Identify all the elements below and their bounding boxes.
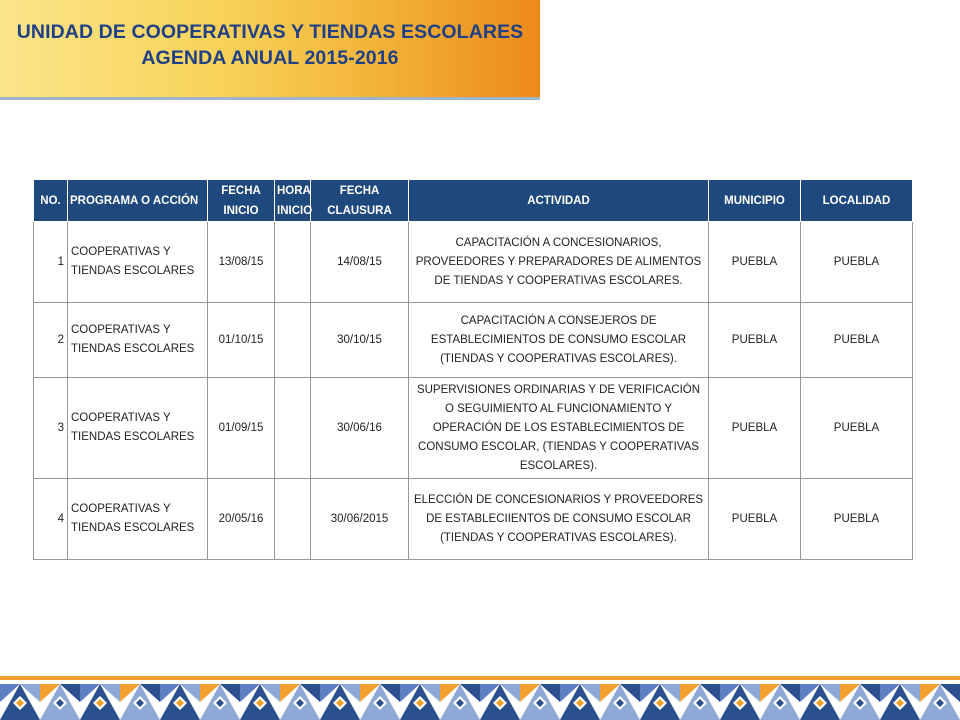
cell-municipio: PUEBLA [709, 479, 801, 560]
cell-actividad: CAPACITACIÓN A CONSEJEROS DE ESTABLECIMIENTOS DE CONSUMO ESCOLAR (TIENDAS Y COOPERATIVAS ESCOLARES). [409, 303, 709, 378]
page-subtitle: AGENDA ANUAL 2015-2016 [141, 47, 399, 69]
cell-actividad: ELECCIÓN DE CONCESIONARIOS Y PROVEEDORES DE ESTABLECIIENTOS DE CONSUMO ESCOLAR (TIENDAS Y COOPERATIVAS ESCOLARES). [409, 479, 709, 560]
col-header-no: NO. [34, 180, 68, 222]
cell-programa: COOPERATIVAS Y TIENDAS ESCOLARES [68, 303, 208, 378]
cell-no: 1 [34, 222, 68, 303]
cell-fecha-clausura: 30/10/15 [311, 303, 409, 378]
cell-fecha-inicio: 13/08/15 [208, 222, 275, 303]
cell-hora-inicio [275, 303, 311, 378]
cell-fecha-inicio: 01/09/15 [208, 378, 275, 479]
cell-municipio: PUEBLA [709, 303, 801, 378]
cell-municipio: PUEBLA [709, 378, 801, 479]
cell-fecha-inicio: 20/05/16 [208, 479, 275, 560]
col-header-fecha-clausura: FECHA CLAUSURA [311, 180, 409, 222]
col-header-hora-inicio: HORA INICIO [275, 180, 311, 222]
cell-programa: COOPERATIVAS Y TIENDAS ESCOLARES [68, 479, 208, 560]
table-row [34, 222, 913, 303]
col-header-localidad: LOCALIDAD [801, 180, 913, 222]
col-header-actividad: ACTIVIDAD [409, 180, 709, 222]
col-header-programa: PROGRAMA O ACCIÓN [68, 180, 208, 222]
cell-fecha-clausura: 14/08/15 [311, 222, 409, 303]
agenda-table [33, 179, 913, 560]
title-banner [0, 0, 540, 100]
table-header-row [34, 180, 913, 222]
cell-actividad: SUPERVISIONES ORDINARIAS Y DE VERIFICACIÓN O SEGUIMIENTO AL FUNCIONAMIENTO Y OPERACIÓN DE LOS ESTABLECIMIENTOS DE CONSUMO ESCOLAR, (TIENDAS Y COOPERATIVAS ESCOLARES). [409, 378, 709, 479]
col-header-fecha-inicio: FECHA INICIO [208, 180, 275, 222]
decorative-footer-pattern [0, 670, 960, 720]
cell-programa: COOPERATIVAS Y TIENDAS ESCOLARES [68, 222, 208, 303]
cell-hora-inicio [275, 479, 311, 560]
cell-no: 2 [34, 303, 68, 378]
cell-programa: COOPERATIVAS Y TIENDAS ESCOLARES [68, 378, 208, 479]
cell-fecha-clausura: 30/06/16 [311, 378, 409, 479]
cell-no: 3 [34, 378, 68, 479]
table-row [34, 303, 913, 378]
page-title: UNIDAD DE COOPERATIVAS Y TIENDAS ESCOLARES [16, 21, 524, 43]
cell-fecha-inicio: 01/10/15 [208, 303, 275, 378]
cell-fecha-clausura: 30/06/2015 [311, 479, 409, 560]
cell-localidad: PUEBLA [801, 479, 913, 560]
cell-hora-inicio [275, 378, 311, 479]
col-header-municipio: MUNICIPIO [709, 180, 801, 222]
cell-municipio: PUEBLA [709, 222, 801, 303]
table-row [34, 378, 913, 479]
cell-no: 4 [34, 479, 68, 560]
cell-localidad: PUEBLA [801, 378, 913, 479]
cell-localidad: PUEBLA [801, 222, 913, 303]
table-row [34, 479, 913, 560]
footer-pattern-graphic [0, 670, 960, 720]
cell-localidad: PUEBLA [801, 303, 913, 378]
cell-hora-inicio [275, 222, 311, 303]
cell-actividad: CAPACITACIÓN A CONCESIONARIOS, PROVEEDORES Y PREPARADORES DE ALIMENTOS DE TIENDAS Y COOPERATIVAS ESCOLARES. [409, 222, 709, 303]
